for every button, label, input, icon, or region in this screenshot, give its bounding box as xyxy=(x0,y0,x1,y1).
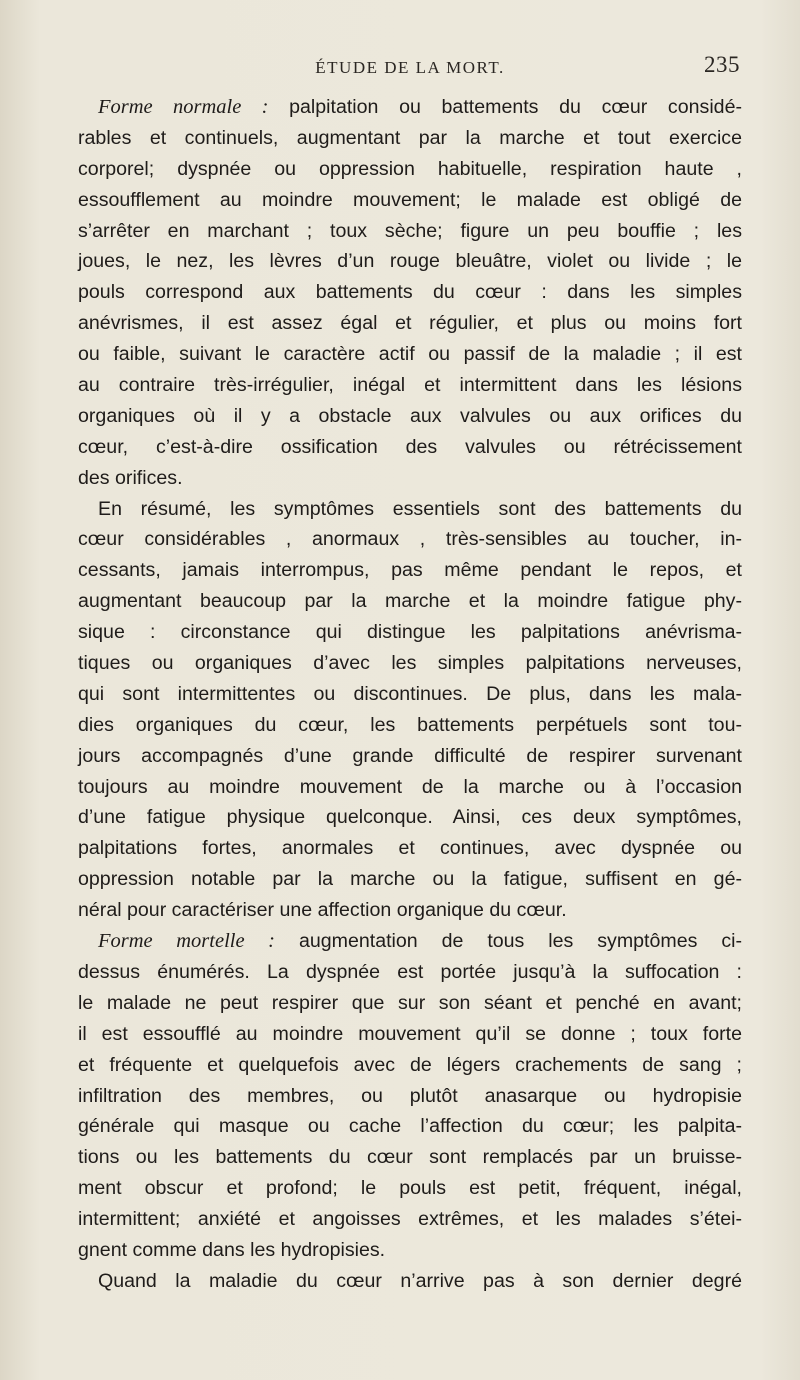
text-line: augmentant beaucoup par la marche et la moindre fatigue phy- xyxy=(78,590,742,613)
text-line: En résumé, les symptômes essentiels sont des battements du xyxy=(98,497,742,520)
text-line: au contraire très-irrégulier, inégal et intermittent dans les lésions xyxy=(78,374,742,397)
text-line: il est essoufflé au moindre mouvement qu’il se donne ; toux forte xyxy=(78,1022,742,1045)
text-line: s’arrêter en marchant ; toux sèche; figure un peu bouffie ; les xyxy=(78,219,742,242)
section-heading-forme-mortelle: Forme mortelle : xyxy=(98,930,276,953)
text-line: essoufflement au moindre mouvement; le malade est obligé de xyxy=(78,188,742,211)
text-line: Quand la maladie du cœur n’arrive pas à son dernier degré xyxy=(98,1269,742,1292)
text-line: le malade ne peut respirer que sur son séant et penché en avant; xyxy=(78,991,742,1014)
text-line: Forme mortelle : augmentation de tous les symptômes ci- xyxy=(98,930,743,953)
section-heading-forme-normale: Forme normale : xyxy=(98,96,269,118)
text-line: néral pour caractériser une affection organique du cœur. xyxy=(78,899,567,922)
running-title: ÉTUDE DE LA MORT. xyxy=(315,58,505,77)
text-line: oppression notable par la marche ou la fatigue, suffisent en gé- xyxy=(78,868,742,891)
text-line: cœur considérables , anormaux , très-sensibles au toucher, in- xyxy=(78,528,742,551)
text-line: toujours au moindre mouvement de la marche ou à l’occasion xyxy=(78,775,742,798)
body-text xyxy=(78,92,742,1297)
text-line: palpitations fortes, anormales et continues, avec dyspnée ou xyxy=(78,837,742,860)
text-line: cœur, c’est-à-dire ossification des valvules ou rétrécissement xyxy=(78,435,742,458)
text-line: rables et continuels, augmentant par la marche et tout exercice xyxy=(78,126,742,149)
text-line: infiltration des membres, ou plutôt anasarque ou hydropisie xyxy=(78,1084,742,1107)
page-number: 235 xyxy=(704,52,740,77)
text-line: ou faible, suivant le caractère actif ou passif de la maladie ; il est xyxy=(78,343,742,366)
text-line: organiques où il y a obstacle aux valvules ou aux orifices du xyxy=(78,404,742,427)
text-line: tiques ou organiques d’avec les simples palpitations nerveuses, xyxy=(78,652,742,675)
text-line: Forme normale : palpitation ou battements du cœur considé- xyxy=(98,96,742,118)
text-line: des orifices. xyxy=(78,466,183,489)
text-line: dies organiques du cœur, les battements perpétuels sont tou- xyxy=(78,713,742,736)
text-line: générale qui masque ou cache l’affection du cœur; les palpita- xyxy=(78,1115,742,1138)
text-line: joues, le nez, les lèvres d’un rouge bleuâtre, violet ou livide ; le xyxy=(78,250,742,273)
text-line: dessus énumérés. La dyspnée est portée jusqu’à la suffocation : xyxy=(78,960,742,983)
text-line: jours accompagnés d’une grande difficulté de respirer survenant xyxy=(78,744,742,767)
text-line: qui sont intermittentes ou discontinues. De plus, dans les mala- xyxy=(78,682,742,705)
text-line: tions ou les battements du cœur sont remplacés par un bruisse- xyxy=(78,1146,742,1169)
text-line: et fréquente et quelquefois avec de légers crachements de sang ; xyxy=(78,1053,742,1076)
text-line: sique : circonstance qui distingue les palpitations anévrisma- xyxy=(78,621,742,644)
text-line: gnent comme dans les hydropisies. xyxy=(78,1238,386,1261)
text-line: cessants, jamais interrompus, pas même pendant le repos, et xyxy=(78,559,742,582)
text-line: corporel; dyspnée ou oppression habituelle, respiration haute , xyxy=(78,157,742,180)
text-line: pouls correspond aux battements du cœur : dans les simples xyxy=(78,281,742,304)
running-head xyxy=(80,48,740,82)
text-line: d’une fatigue physique quelconque. Ainsi, ces deux symptômes, xyxy=(78,806,742,829)
text-line: intermittent; anxiété et angoisses extrêmes, et les malades s’étei- xyxy=(78,1208,742,1231)
text-line: ment obscur et profond; le pouls est petit, fréquent, inégal, xyxy=(78,1177,742,1200)
text-line: anévrismes, il est assez égal et régulier, et plus ou moins fort xyxy=(78,312,742,335)
